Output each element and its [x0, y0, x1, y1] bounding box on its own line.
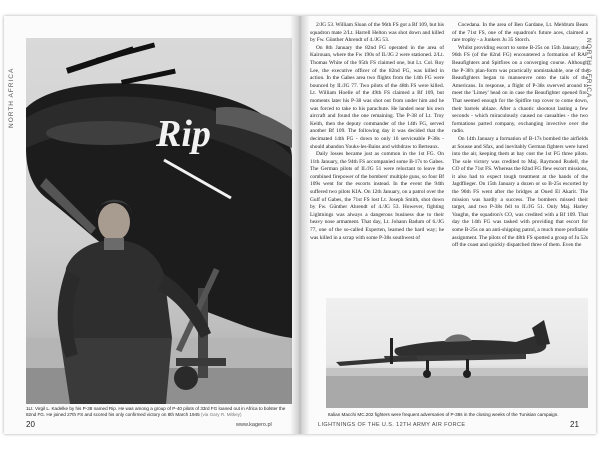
text-column-1	[310, 22, 444, 298]
paragraph: Whilst providing escort to some B-25s on 15th January, the 96th FS (of the 82nd FG) encountered a formation of RAF Beaufighters and Spitfires on a converging course. Although the P-38's plan-form was practically unmistakable, one of the Beaufighters began to manoeuvre onto the tails of the Americans. In response, a flight of P-38s swerved around to meet the 'Limey' head on in case the Beaufighter opened fire. That seemed enough for the Spitfire top cover to come down, their barrels ablaze. After a chaotic shootout lasting a few seconds - which miraculously caused no casualties - the two formations parted company, exchanging invective over the radio.	[452, 44, 588, 135]
paragraph: 2/JG 53. William Sloan of the 96th FS got a Bf 109, but his squadron mate 2/Lt. Harrell Helton was shot down and killed by Fw. Günther Ahrendt of 4./JG 53.	[310, 22, 444, 44]
magazine-spread	[4, 16, 596, 434]
text-column-2	[452, 22, 588, 298]
publisher-website: www.kagero.pl	[236, 422, 272, 428]
left-section-label: NORTH AFRICA	[8, 67, 15, 128]
pilot-photo-drawing	[26, 38, 292, 404]
spine-gutter	[290, 16, 310, 434]
macchi-fighter-drawing	[326, 298, 588, 408]
pilot-photo-caption	[26, 406, 288, 418]
paragraph: On 8th January the 82nd FG operated in the area of Kairouan, where the Fw 190s of II./JG 2 were stationed. 2/Lt. Thomas White of the 95th FS claimed one, but Lt. Col. Roy Lee, the executive officer of the 82nd FG, was killed in action. In the Gabes area two flights from the 14th FG were bounced by II./JG 77. Two pilots of the 48th FS were killed. Lt. William Hoelle of the 49th FS claimed a Bf 109, but moments later his P-38 was shot out from under him and he was forced to take to his parachute. He landed near his own aircraft and found the one remaining. The P-38 of Lt. Troy Keith, then the deputy commander of the 14th FG, served another Bf 109. The following day it was decided that the decimated 14th FG - down to only 16 serviceable P-38s - should abandon Youks-les-Bains and withdraw to Berteaux.	[310, 44, 444, 150]
article-body	[310, 22, 590, 298]
paragraph: Cocedana. In the area of Ben Gardane, Lt. Meldrum Beats of the 71st FS, one of the squadron's future aces, claimed a rare trophy - a Junkers Ju 35 Storch.	[452, 22, 588, 44]
right-section-label: NORTH AFRICA	[585, 38, 592, 99]
nose-art-text: Rip	[156, 113, 211, 155]
pilot-with-p38-photo	[26, 38, 292, 404]
pilot-caption-text: 1Lt. Virgil L. Kadelke by his P-38 named Rip. He was among a group of P-40 pilots of 33rd FG loaned out in Africa to bolster the 82nd FG. He joined 27th FS and scored his only confirmed victory on 8th March 1945	[26, 406, 286, 417]
book-title-footer: LIGHTNINGS OF THE U.S. 12TH ARMY AIR FORCE	[318, 422, 466, 428]
left-page	[4, 16, 300, 434]
right-page	[300, 16, 596, 434]
pilot-caption-credit: (via Gary R. Mitkey)	[200, 412, 242, 417]
paragraph: On 14th January a formation of B-17s bombed the airfields at Sousse and Sfax, and inevitably German fighters were lured into the air, keeping them at bay cost the 1st FG three pilots. The sole victory was credited to Maj. Raymond Rudell, the CO of the 71st FS. Whereas the 82nd FG flew escort missions, it also had to expect tough treatment at the hands of the Jagdflieger. On 15th January a dozen or so B-25s escorted by the 96th FS went after the bridges at Oued El Akarit. The mission was hardly a success. The bombers missed their target, and two P-38s fell to II./JG 51. Only Maj. Harley Vaughn, the squadron's CO, was credited with a Bf 109. That day the 14th FG was tasked with providing that escort for some B-25s on an anti-shipping patrol, a much more profitable assignment. The pilots of the 48th FS spotted a group of Ju 52s off the coast and quickly dispatched three of them. Even the	[452, 135, 588, 249]
macchi-photo-caption: Italian Macchi MC.202 fighters were frequent adversaries of P-38s in the closing weeks of the Tunisian campaign.	[328, 412, 559, 417]
macchi-fighter-photo	[326, 298, 588, 408]
left-page-number: 20	[26, 420, 35, 429]
right-page-number: 21	[570, 420, 579, 429]
paragraph: Daily losses became just as common in the 1st FG. On 11th January, the 94th FS accompanied some B-17s to Gabes. The German pilots of II./JG 51 were reluctant to leave the combined firepower of the bombers' multiple guns, so four Bf 109s went for the escorts instead. In the event the 94th suffered two pilots KIA. On 12th January, on a patrol over the Gulf of Gabes, the 71st FS lost Lt. Joseph Smith, shot down by Fw. Günther Ahrendt of 4./JG 53. However, fighting Lightnings was always a dangerous business due to their heavy nose armament. That day, Lt. Johann Badum of 6./JG 77, one of the so-called Experten, learned the hard way; he was killed in a scrap with some P-38s southwest of	[310, 151, 444, 241]
